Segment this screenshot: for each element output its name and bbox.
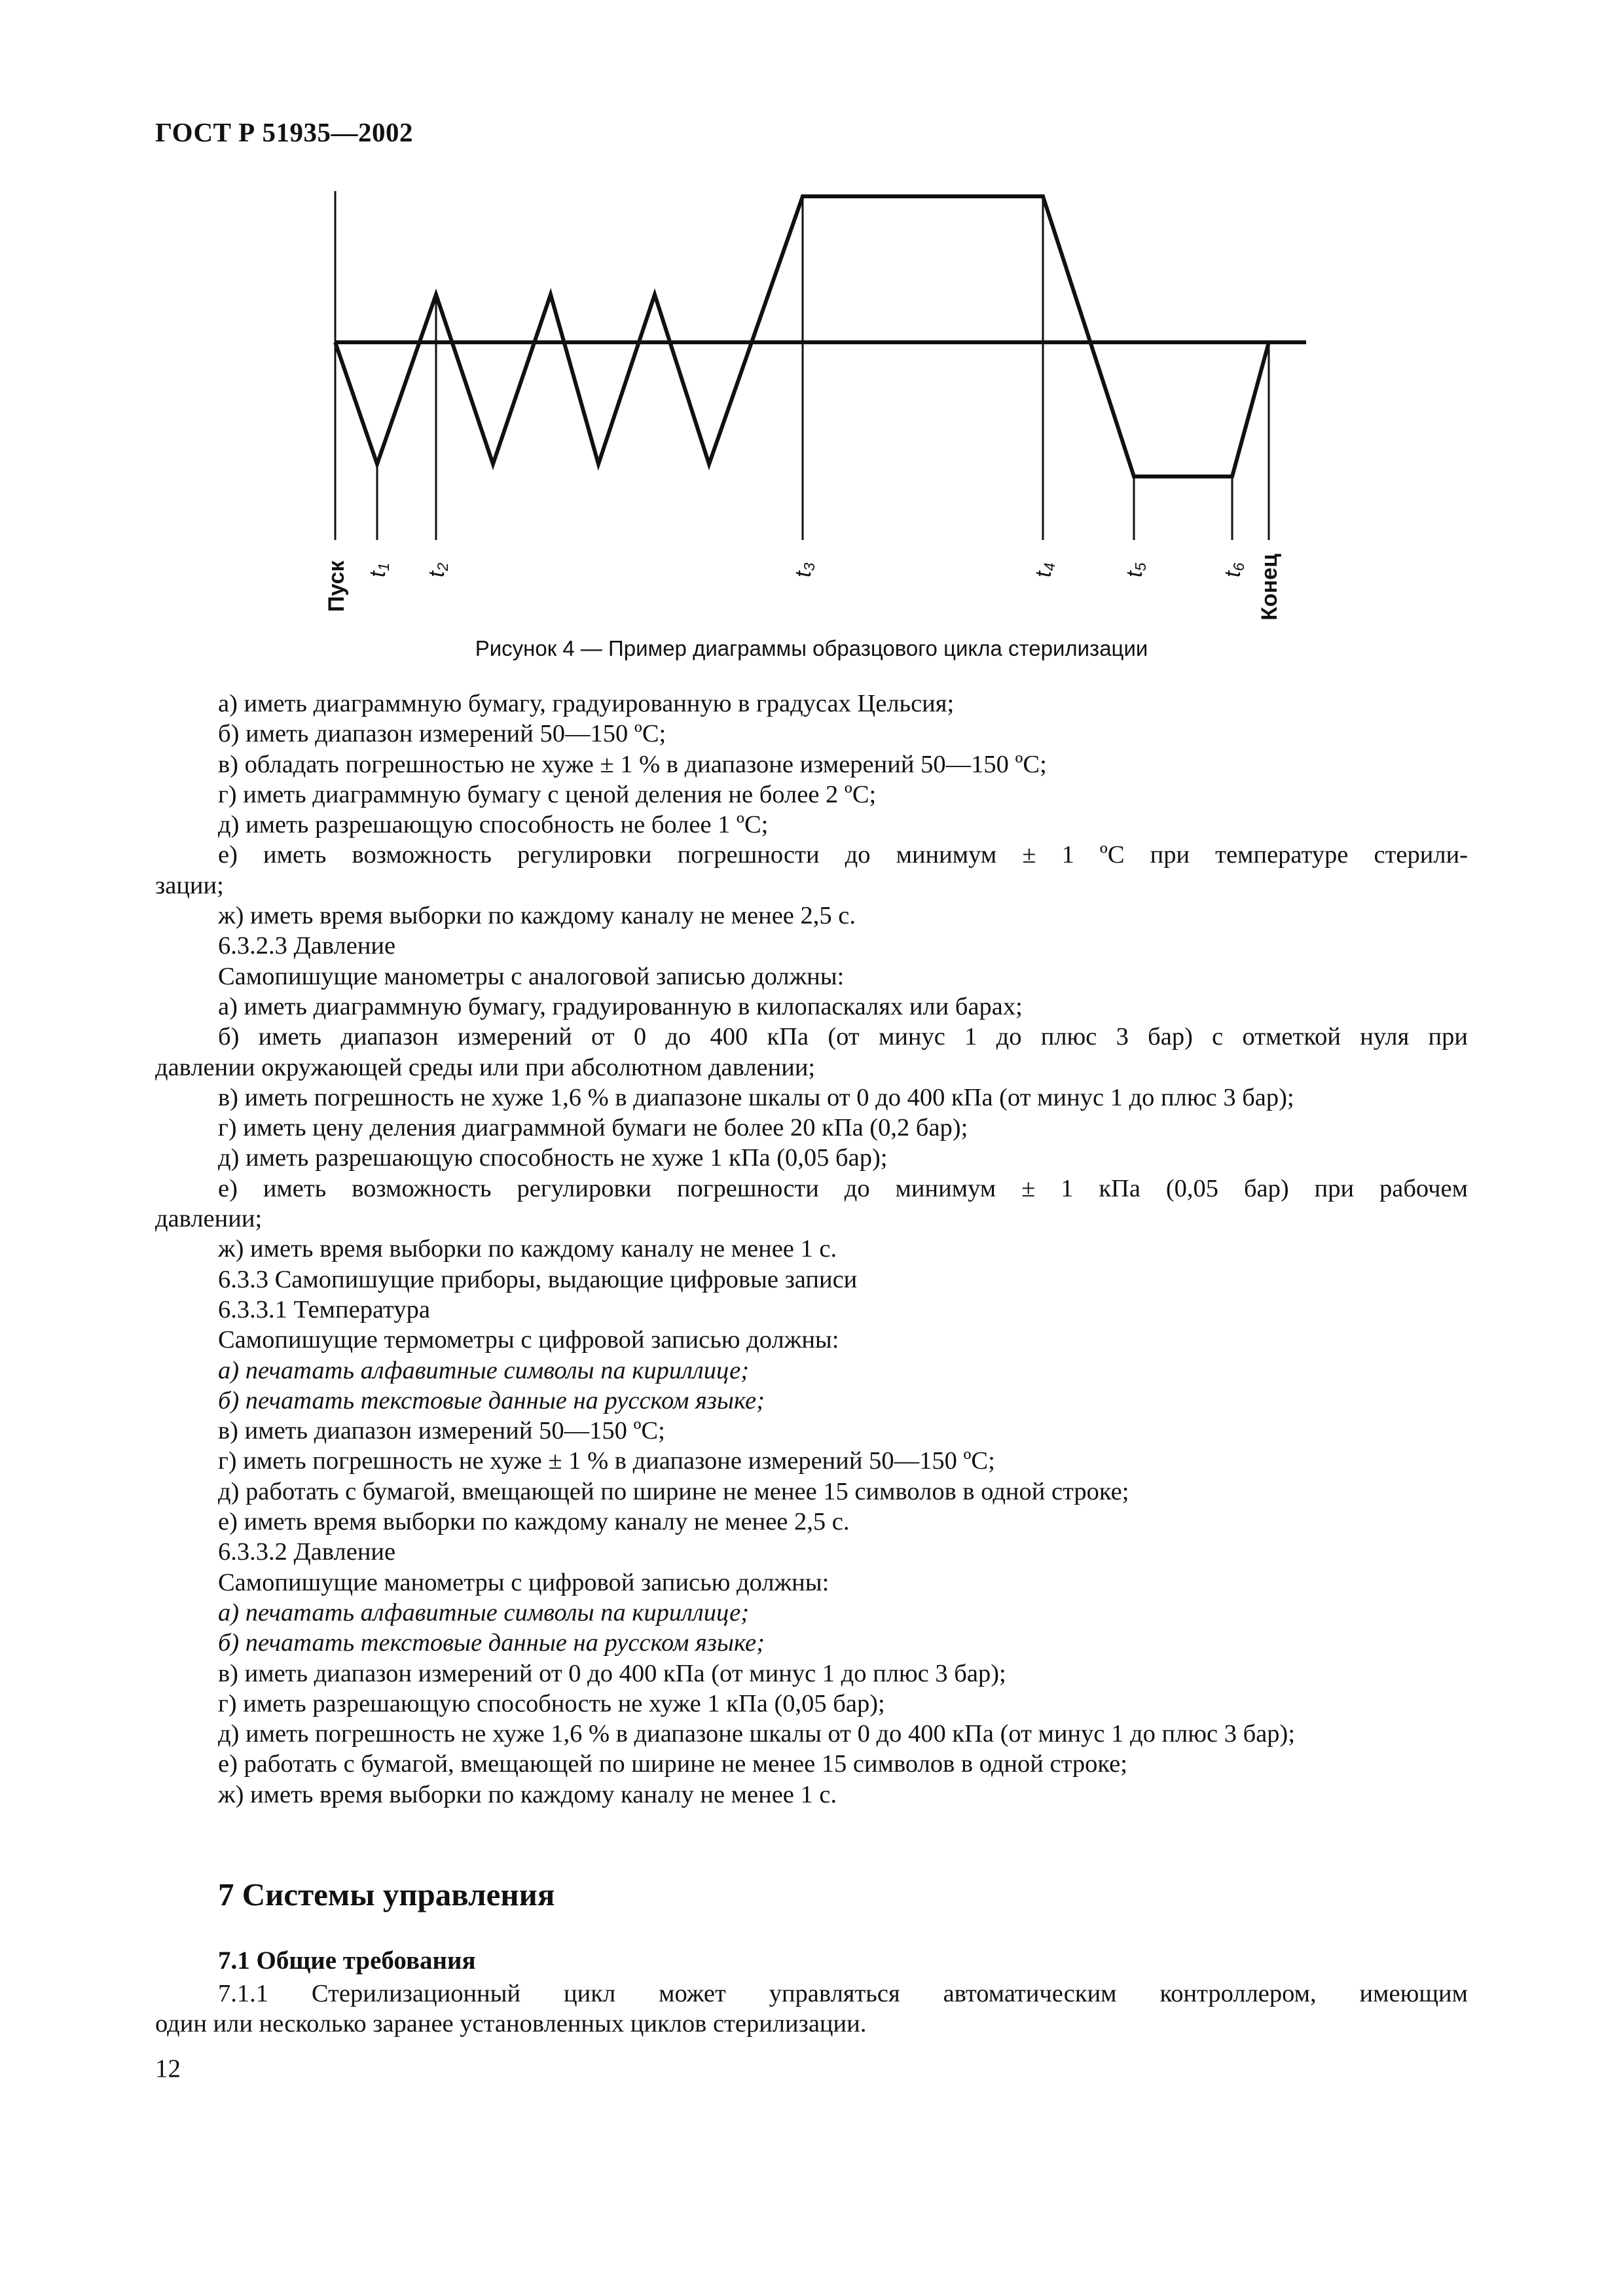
text-line: ж) иметь время выборки по каждому каналу не менее 2,5 с. xyxy=(218,902,856,930)
text-line: б) иметь диапазон измерений от 0 до 400 кПа (от минус 1 до плюс 3 бар) с отметкой нуля при xyxy=(218,1023,1468,1051)
text-line: е) иметь возможность регулировки погрешности до минимум ± 1 ºС при температуре стерили- xyxy=(218,841,1468,869)
text-line-italic: б) печатать текстовые данные на русском языке; xyxy=(218,1629,765,1657)
label-t6: t6 xyxy=(1220,562,1247,577)
section-heading: 6.3.3.2 Давление xyxy=(218,1538,396,1566)
text-line: а) иметь диаграммную бумагу, градуированную в градусах Цельсия; xyxy=(218,690,955,717)
text-line: г) иметь погрешность не хуже ± 1 % в диапазоне измерений 50—150 ºС; xyxy=(218,1447,995,1475)
body-text xyxy=(155,689,1468,1810)
text-line: в) иметь диапазон измерений от 0 до 400 кПа (от минус 1 до плюс 3 бар); xyxy=(218,1659,1006,1687)
document-header: ГОСТ Р 51935—2002 xyxy=(155,117,413,147)
label-t2: t2 xyxy=(424,562,451,577)
text-line: в) иметь диапазон измерений 50—150 ºС; xyxy=(218,1417,665,1445)
subsection-7-1-title: 7.1 Общие требования xyxy=(218,1946,476,1975)
text-line: а) иметь диаграммную бумагу, градуированную в килопаскалях или барах; xyxy=(218,992,1023,1020)
text-line: д) работать с бумагой, вмещающей по ширине не менее 15 символов в одной строке; xyxy=(218,1477,1129,1505)
text-line-italic: б) печатать текстовые данные на русском языке; xyxy=(218,1386,765,1414)
section-heading: 6.3.3 Самопишущие приборы, выдающие цифровые записи xyxy=(218,1265,858,1293)
text-line: в) обладать погрешностью не хуже ± 1 % в диапазоне измерений 50—150 ºС; xyxy=(218,750,1047,778)
text-line: Самопишущие термометры с цифровой записью должны: xyxy=(218,1326,839,1354)
page-number: 12 xyxy=(155,2054,181,2083)
section-7-body xyxy=(155,1979,1468,2039)
label-t5: t5 xyxy=(1122,562,1149,577)
text-line: б) иметь диапазон измерений 50—150 ºС; xyxy=(218,720,666,748)
text-line: давлении окружающей среды или при абсолютном давлении; xyxy=(155,1053,816,1081)
text-line: ж) иметь время выборки по каждому каналу не менее 1 с. xyxy=(218,1235,837,1263)
text-line: 7.1.1 Стерилизационный цикл может управляться автоматическим контроллером, имеющим xyxy=(218,1980,1468,2007)
text-line: е) работать с бумагой, вмещающей по ширине не менее 15 символов в одной строке; xyxy=(218,1750,1127,1778)
section-heading: 6.3.2.3 Давление xyxy=(218,932,396,960)
label-start: Пуск xyxy=(324,560,349,612)
text-line: г) иметь разрешающую способность не хуже 1 кПа (0,05 бар); xyxy=(218,1689,885,1717)
text-line: давлении; xyxy=(155,1205,263,1233)
text-line: один или несколько заранее установленных циклов стерилизации. xyxy=(155,2010,867,2038)
text-line: д) иметь разрешающую способность не более 1 ºС; xyxy=(218,811,769,839)
label-t3: t3 xyxy=(791,562,818,577)
text-line: е) иметь время выборки по каждому каналу не менее 2,5 с. xyxy=(218,1508,850,1536)
text-line: зации; xyxy=(155,871,224,899)
text-line: ж) иметь время выборки по каждому каналу не менее 1 с. xyxy=(218,1780,837,1808)
label-t1: t1 xyxy=(365,562,392,577)
text-line-italic: а) печатать алфавитные символы па кириллице; xyxy=(218,1356,750,1384)
section-heading: 6.3.3.1 Температура xyxy=(218,1295,430,1323)
text-line: д) иметь погрешность не хуже 1,6 % в диапазоне шкалы от 0 до 400 кПа (от минус 1 до плюс 3 бар); xyxy=(218,1720,1296,1748)
text-line: Самопишущие манометры с аналоговой записью должны: xyxy=(218,962,845,990)
sterilization-cycle-diagram xyxy=(295,177,1329,635)
text-line: е) иметь возможность регулировки погрешности до минимум ± 1 кПа (0,05 бар) при рабочем xyxy=(218,1174,1468,1202)
text-line: Самопишущие манометры с цифровой записью должны: xyxy=(218,1568,830,1596)
text-line: г) иметь цену деления диаграммной бумаги не более 20 кПа (0,2 бар); xyxy=(218,1114,968,1142)
label-t4: t4 xyxy=(1031,562,1058,577)
label-end: Конец xyxy=(1257,554,1282,620)
figure-caption: Рисунок 4 — Пример диаграммы образцового цикла стерилизации xyxy=(475,636,1148,660)
text-line: д) иметь разрешающую способность не хуже 1 кПа (0,05 бар); xyxy=(218,1144,888,1172)
text-line: в) иметь погрешность не хуже 1,6 % в диапазоне шкалы от 0 до 400 кПа (от минус 1 до плюс 3 бар); xyxy=(218,1083,1294,1111)
section-7-title: 7 Системы управления xyxy=(218,1876,555,1912)
text-line-italic: а) печатать алфавитные символы па кириллице; xyxy=(218,1598,750,1626)
text-line: г) иметь диаграммную бумагу с ценой деления не более 2 ºС; xyxy=(218,780,877,808)
